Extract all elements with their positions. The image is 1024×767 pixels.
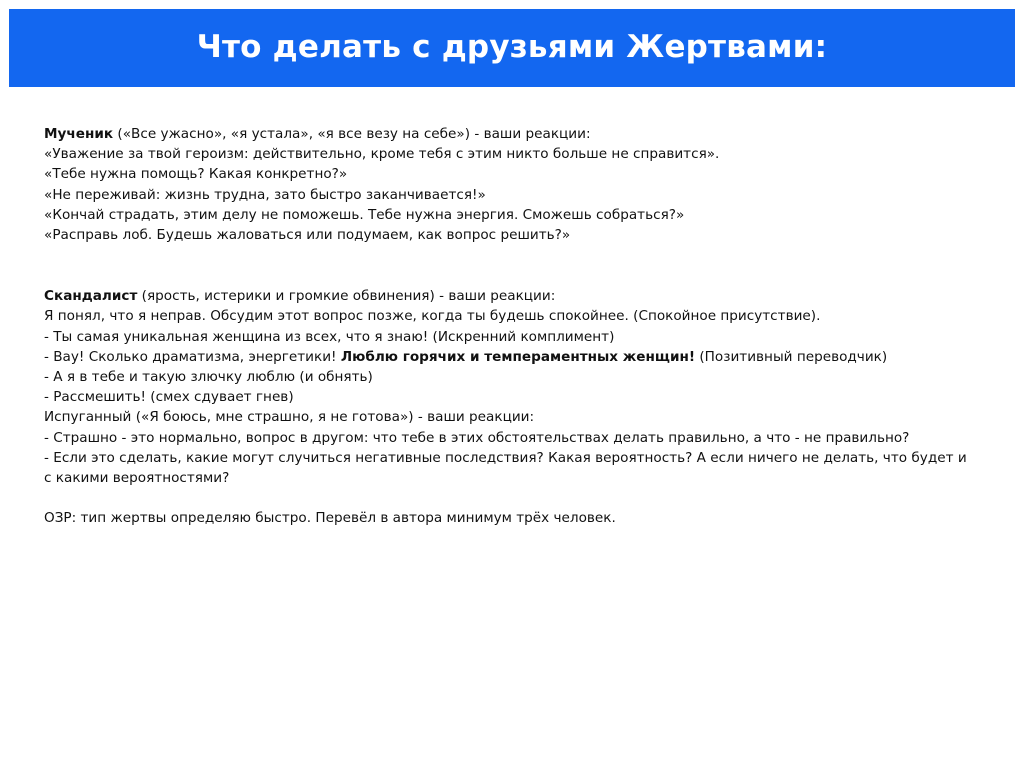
scandalist-reaction-5: - Рассмешить! (смех сдувает гнев)	[44, 389, 294, 406]
frightened-heading: Испуганный («Я боюсь, мне страшно, я не готова») - ваши реакции:	[44, 409, 535, 426]
slide-content	[44, 124, 984, 528]
section-spacer	[44, 488, 984, 508]
scandalist-reaction-3-bold: Люблю горячих и темпераментных женщин!	[340, 348, 696, 365]
frightened-reaction-2b: с какими вероятностями?	[44, 470, 230, 487]
scandalist-reaction-2: - Ты самая уникальная женщина из всех, что я знаю! (Искренний комплимент)	[44, 328, 615, 345]
martyr-reaction-2: «Тебе нужна помощь? Какая конкретно?»	[44, 166, 348, 183]
scandalist-heading	[44, 286, 984, 306]
frightened-reaction-1: - Страшно - это нормально, вопрос в другом: что тебе в этих обстоятельствах делать правильно, а что - не правильно?	[44, 429, 910, 446]
title-bar	[9, 9, 1015, 87]
martyr-reaction-5: «Расправь лоб. Будешь жаловаться или подумаем, как вопрос решить?»	[44, 227, 571, 244]
martyr-reaction-1: «Уважение за твой героизм: действительно, кроме тебя с этим никто больше не справится».	[44, 146, 720, 163]
martyr-reaction-4: «Кончай страдать, этим делу не поможешь. Тебе нужна энергия. Сможешь собраться?»	[44, 206, 685, 223]
martyr-heading-rest: («Все ужасно», «я устала», «я все везу на себе») - ваши реакции:	[113, 126, 591, 142]
footer-note: ОЗР: тип жертвы определяю быстро. Перевёл в автора минимум трёх человек.	[44, 510, 616, 527]
scandalist-reaction-3	[44, 347, 984, 367]
section-spacer	[44, 245, 984, 286]
scandalist-reaction-1: Я понял, что я неправ. Обсудим этот вопрос позже, когда ты будешь спокойнее. (Спокойное присутствие).	[44, 308, 821, 325]
scandalist-reaction-3-end: (Позитивный переводчик)	[695, 348, 888, 365]
martyr-heading-bold: Мученик	[44, 126, 114, 142]
martyr-reaction-3: «Не переживай: жизнь трудна, зато быстро заканчивается!»	[44, 186, 486, 203]
frightened-reaction-2a: - Если это сделать, какие могут случиться негативные последствия? Какая вероятность? А если ничего не делать, что будет и	[44, 449, 967, 466]
scandalist-reaction-3-start: - Вау! Сколько драматизма, энергетики!	[44, 348, 341, 365]
slide-title: Что делать с друзьями Жертвами:	[196, 28, 828, 65]
scandalist-reaction-4: - А я в тебе и такую злючку люблю (и обнять)	[44, 369, 373, 386]
scandalist-heading-rest: (ярость, истерики и громкие обвинения) - ваши реакции:	[137, 288, 556, 305]
scandalist-heading-bold: Скандалист	[44, 288, 138, 305]
martyr-heading	[44, 124, 984, 144]
